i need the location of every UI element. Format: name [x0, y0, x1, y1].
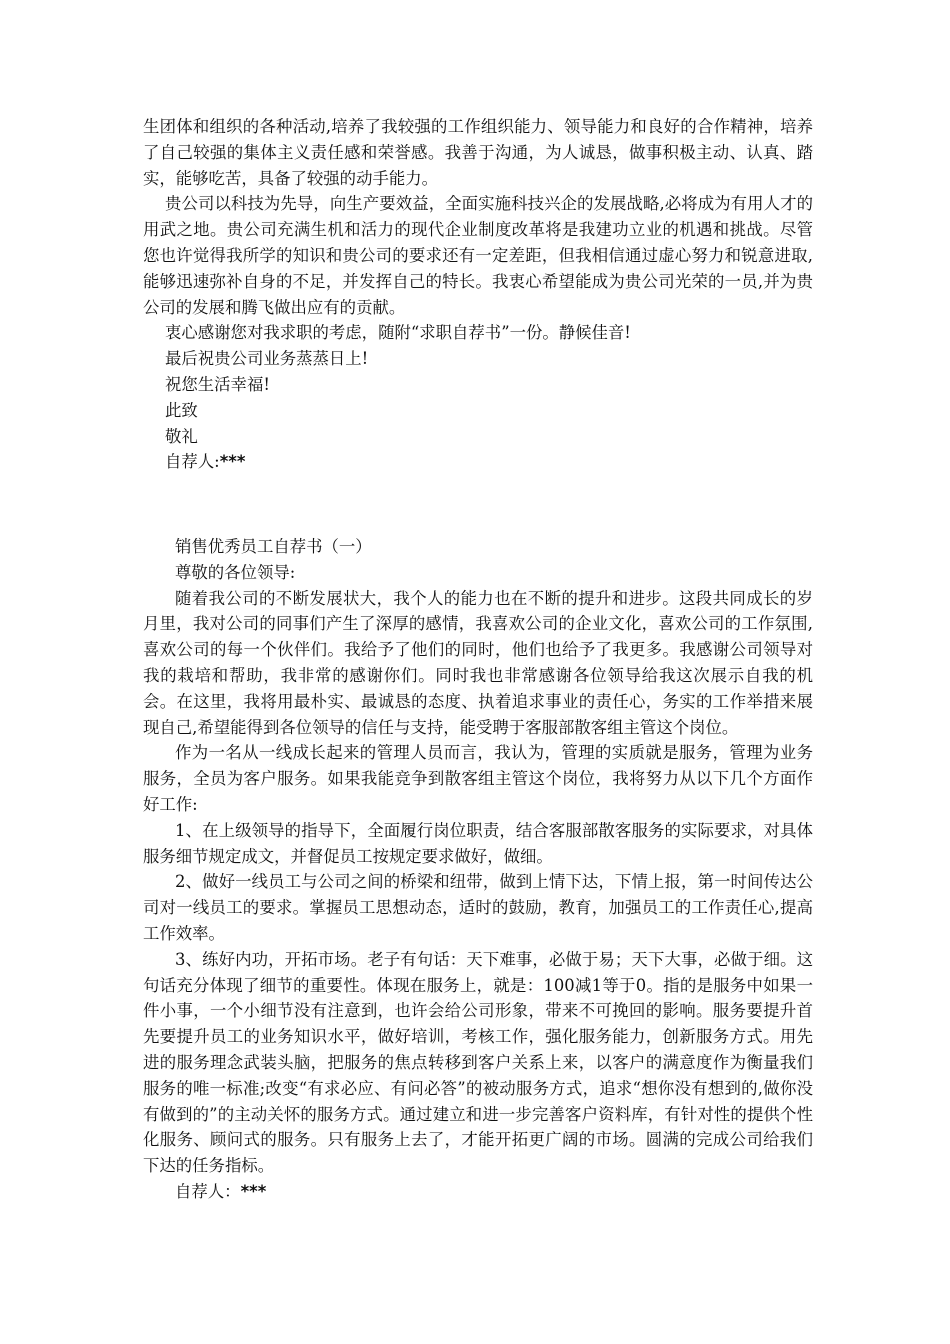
- letter2-signature-label: 自荐人：: [175, 1181, 241, 1201]
- letter1-paragraph-company: 贵公司以科技为先导，向生产要效益，全面实施科技兴企的发展战略,必将成为有用人才的用武之地。贵公司充满生机和活力的现代企业制度改革将是我建功立业的机遇和挑战。尽管您也许觉得我所学的知识和贵公司的要求还有一定差距，但我相信通过虚心努力和锐意进取,能够迅速弥补自身的不足，并发挥自己的特长。我衷心希望能成为贵公司光荣的一员,并为贵公司的发展和腾飞做出应有的贡献。: [143, 194, 813, 317]
- letter2-item-1: 1、在上级领导的指导下，全面履行岗位职责，结合客服部散客服务的实际要求，对具体服务细节规定成文，并督促员工按规定要求做好，做细。: [143, 820, 813, 866]
- letter2-body: [143, 534, 813, 1205]
- letter1-signature-label: 自荐人:: [165, 452, 220, 472]
- letter1-closing-jing-li: 敬礼: [165, 426, 198, 446]
- letter2-title: 销售优秀员工自荐书（一）: [175, 537, 372, 556]
- letter1-thanks: 衷心感谢您对我求职的考虑，随附“求职自荐书”一份。静候佳音!: [165, 323, 631, 343]
- letter2-paragraph-2: 作为一名从一线成长起来的管理人员而言，我认为，管理的实质就是服务，管理为业务服务，全员为客户服务。如果我能竞争到散客组主管这个岗位，我将努力从以下几个方面作好工作:: [143, 743, 813, 814]
- letter2-paragraph-1: 随着我公司的不断发展状大，我个人的能力也在不断的提升和进步。这段共同成长的岁月里，我对公司的同事们产生了深厚的感情，我喜欢公司的企业文化，喜欢公司的工作氛围,喜欢公司的每一个伙伴们。我给予了他们的同时，他们也给予了我更多。我感谢公司领导对我的栽培和帮助，我非常的感谢你们。同时我也非常感谢各位领导给我这次展示自我的机会。在这里，我将用最朴实、最诚恳的态度、执着追求事业的责任心，务实的工作举措来展现自己,希望能得到各位领导的信任与支持，能受聘于客服部散客组主管这个岗位。: [143, 588, 813, 737]
- letter1-signature-value: ***: [219, 452, 246, 472]
- letter1-wish-life: 祝您生活幸福!: [165, 374, 270, 394]
- letter2-item-2: 2、做好一线员工与公司之间的桥梁和纽带，做到上情下达，下情上报，第一时间传达公司对一线员工的要求。掌握员工思想动态，适时的鼓励，教育，加强员工的工作责任心,提高工作效率。: [143, 872, 813, 943]
- letter1-signature: [143, 449, 813, 475]
- letter1-paragraph-continued: 生团体和组织的各种活动,培养了我较强的工作组织能力、领导能力和良好的合作精神，培养了自己较强的集体主义责任感和荣誉感。我善于沟通，为人诚恳，做事积极主动、认真、踏实，能够吃苦，具备了较强的动手能力。: [143, 117, 813, 188]
- letter1-body: [143, 114, 813, 475]
- letter2-salutation: 尊敬的各位领导:: [175, 562, 296, 582]
- letter1-closing-ci-zhi: 此致: [165, 400, 198, 420]
- letter2-signature: [143, 1179, 813, 1205]
- letter2-signature-value: ***: [240, 1181, 267, 1201]
- letter2-item-3: 3、练好内功，开拓市场。老子有句话：天下难事，必做于易；天下大事，必做于细。这句话充分体现了细节的重要性。体现在服务上，就是：100减1等于0。指的是服务中如果一件小事，一个小细节没有注意到，也许会给公司形象，带来不可挽回的影响。服务要提升首先要提升员工的业务知识水平，做好培训，考核工作，强化服务能力，创新服务方式。用先进的服务理念武装头脑，把服务的焦点转移到客户关系上来，以客户的满意度作为衡量我们服务的唯一标准;改变“有求必应、有问必答”的被动服务方式，追求“想你没有想到的,做你没有做到的”的主动关怀的服务方式。通过建立和进一步完善客户资料库，有针对性的提供个性化服务、顾问式的服务。只有服务上去了，才能开拓更广阔的市场。圆满的完成公司给我们下达的任务指标。: [143, 949, 813, 1176]
- letter1-wish-business: 最后祝贵公司业务蒸蒸日上!: [165, 349, 369, 369]
